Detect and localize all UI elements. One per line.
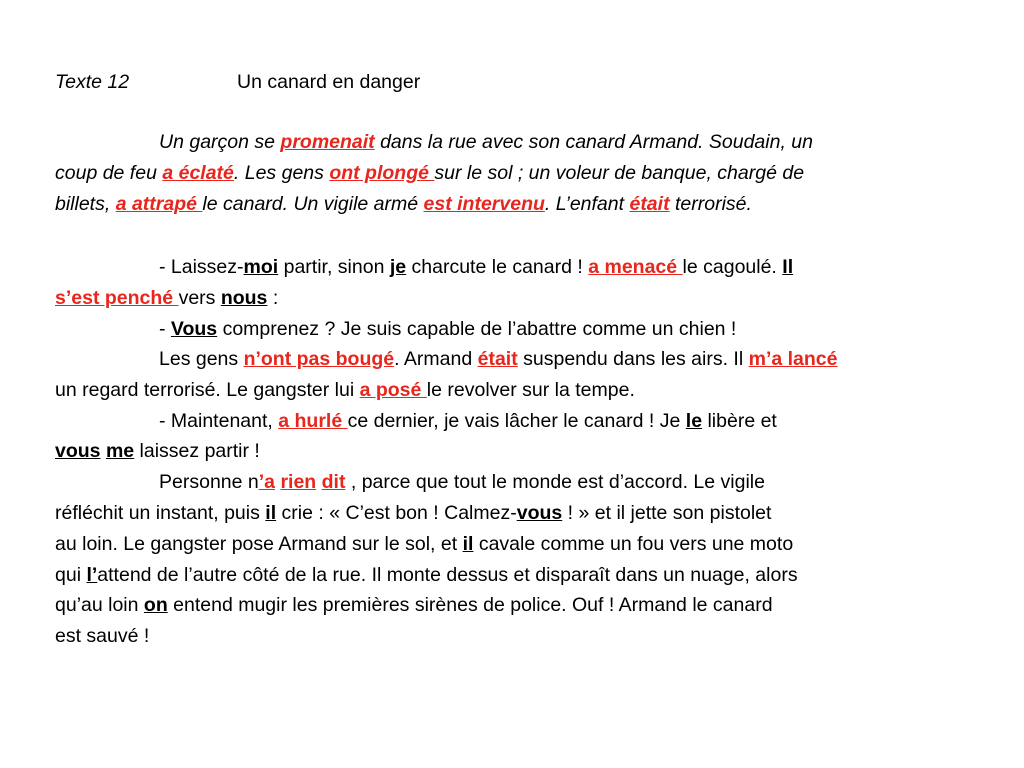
text-span: un regard terrorisé. Le gangster lui: [55, 379, 360, 401]
text-span: - Laissez-: [159, 256, 244, 278]
text-span: libère et: [702, 410, 777, 432]
text-span: le revolver sur la tempe.: [426, 379, 635, 401]
text-span: terrorisé.: [669, 193, 752, 215]
verb-highlight: promenait: [280, 131, 375, 153]
pronoun-highlight: vous: [516, 502, 563, 524]
verb-highlight: dit: [321, 471, 346, 493]
pronoun-highlight: moi: [243, 256, 279, 278]
verb-highlight: n’ont pas bougé: [243, 348, 395, 370]
page-title: Un canard en danger: [237, 71, 421, 93]
verb-highlight: a attrapé: [115, 193, 203, 215]
text-line: [55, 593, 773, 617]
text-line: [55, 624, 149, 648]
text-line: [159, 409, 777, 433]
text-span: dans la rue avec son canard Armand. Soudain, un: [374, 131, 813, 153]
pronoun-highlight: il: [265, 502, 277, 524]
verb-highlight: a menacé: [588, 256, 683, 278]
text-span: sur le sol ; un voleur de banque, chargé de: [434, 162, 805, 184]
verb-highlight: a hurlé: [278, 410, 348, 432]
text-span: le cagoulé.: [682, 256, 783, 278]
text-span: . Les gens: [233, 162, 330, 184]
text-line: [55, 532, 793, 556]
verb-highlight: était: [629, 193, 670, 215]
text-span: suspendu dans les airs. Il: [517, 348, 749, 370]
text-number: Texte 12: [55, 71, 130, 93]
text-span: attend de l’autre côté de la rue. Il monte dessus et disparaît dans un nuage, alors: [97, 564, 798, 586]
text-line: [55, 378, 635, 402]
text-line: [55, 563, 798, 587]
text-span: charcute le canard !: [406, 256, 589, 278]
text-line: [159, 130, 813, 154]
pronoun-highlight: l’: [86, 564, 98, 586]
pronoun-highlight: on: [143, 594, 168, 616]
verb-highlight: a posé: [359, 379, 427, 401]
text-span: vers: [178, 287, 221, 309]
text-span: :: [267, 287, 279, 309]
text-span: est sauvé !: [55, 625, 150, 647]
verb-highlight: était: [477, 348, 518, 370]
text-line: [159, 347, 838, 371]
text-span: le canard. Un vigile armé: [202, 193, 424, 215]
pronoun-highlight: nous: [220, 287, 268, 309]
verb-highlight: s’est penché: [55, 287, 179, 309]
pronoun-highlight: il: [462, 533, 474, 555]
text-line: [159, 255, 793, 279]
pronoun-highlight: me: [105, 440, 135, 462]
verb-highlight: a éclaté: [162, 162, 234, 184]
text-span: coup de feu: [55, 162, 163, 184]
pronoun-highlight: Vous: [170, 318, 218, 340]
verb-highlight: ’a: [258, 471, 276, 493]
text-span: Un garçon se: [159, 131, 281, 153]
text-span: laissez partir !: [134, 440, 260, 462]
text-line: [55, 501, 771, 525]
text-span: billets,: [55, 193, 116, 215]
text-span: comprenez ? Je suis capable de l’abattre comme un chien !: [217, 318, 737, 340]
title-row: [55, 70, 421, 94]
text-line: [55, 192, 752, 216]
text-line: [159, 470, 765, 494]
verb-highlight: est intervenu: [423, 193, 545, 215]
text-span: cavale comme un fou vers une moto: [473, 533, 794, 555]
text-span: partir, sinon: [278, 256, 390, 278]
text-span: . Armand: [394, 348, 478, 370]
text-span: réfléchit un instant, puis: [55, 502, 266, 524]
text-span: qu’au loin: [55, 594, 144, 616]
text-span: ce dernier, je vais lâcher le canard ! Je: [347, 410, 686, 432]
text-span: - Maintenant,: [159, 410, 279, 432]
text-span: . L’enfant: [544, 193, 630, 215]
text-line: [55, 286, 278, 310]
text-line: [55, 439, 260, 463]
text-span: Personne n: [159, 471, 259, 493]
text-span: Les gens: [159, 348, 244, 370]
text-line: [55, 161, 804, 185]
text-span: , parce que tout le monde est d’accord. Le vigile: [345, 471, 765, 493]
pronoun-highlight: je: [389, 256, 407, 278]
text-span: au loin. Le gangster pose Armand sur le sol, et: [55, 533, 463, 555]
text-span: qui: [55, 564, 87, 586]
verb-highlight: ont plongé: [329, 162, 435, 184]
verb-highlight: m’a lancé: [748, 348, 838, 370]
pronoun-highlight: le: [685, 410, 703, 432]
text-span: -: [159, 318, 171, 340]
text-line: [159, 317, 736, 341]
pronoun-highlight: vous: [55, 440, 101, 462]
text-span: ! » et il jette son pistolet: [562, 502, 772, 524]
verb-highlight: rien: [280, 471, 317, 493]
text-span: entend mugir les premières sirènes de police. Ouf ! Armand le canard: [167, 594, 773, 616]
text-span: crie : « C’est bon ! Calmez-: [276, 502, 517, 524]
pronoun-highlight: Il: [782, 256, 794, 278]
